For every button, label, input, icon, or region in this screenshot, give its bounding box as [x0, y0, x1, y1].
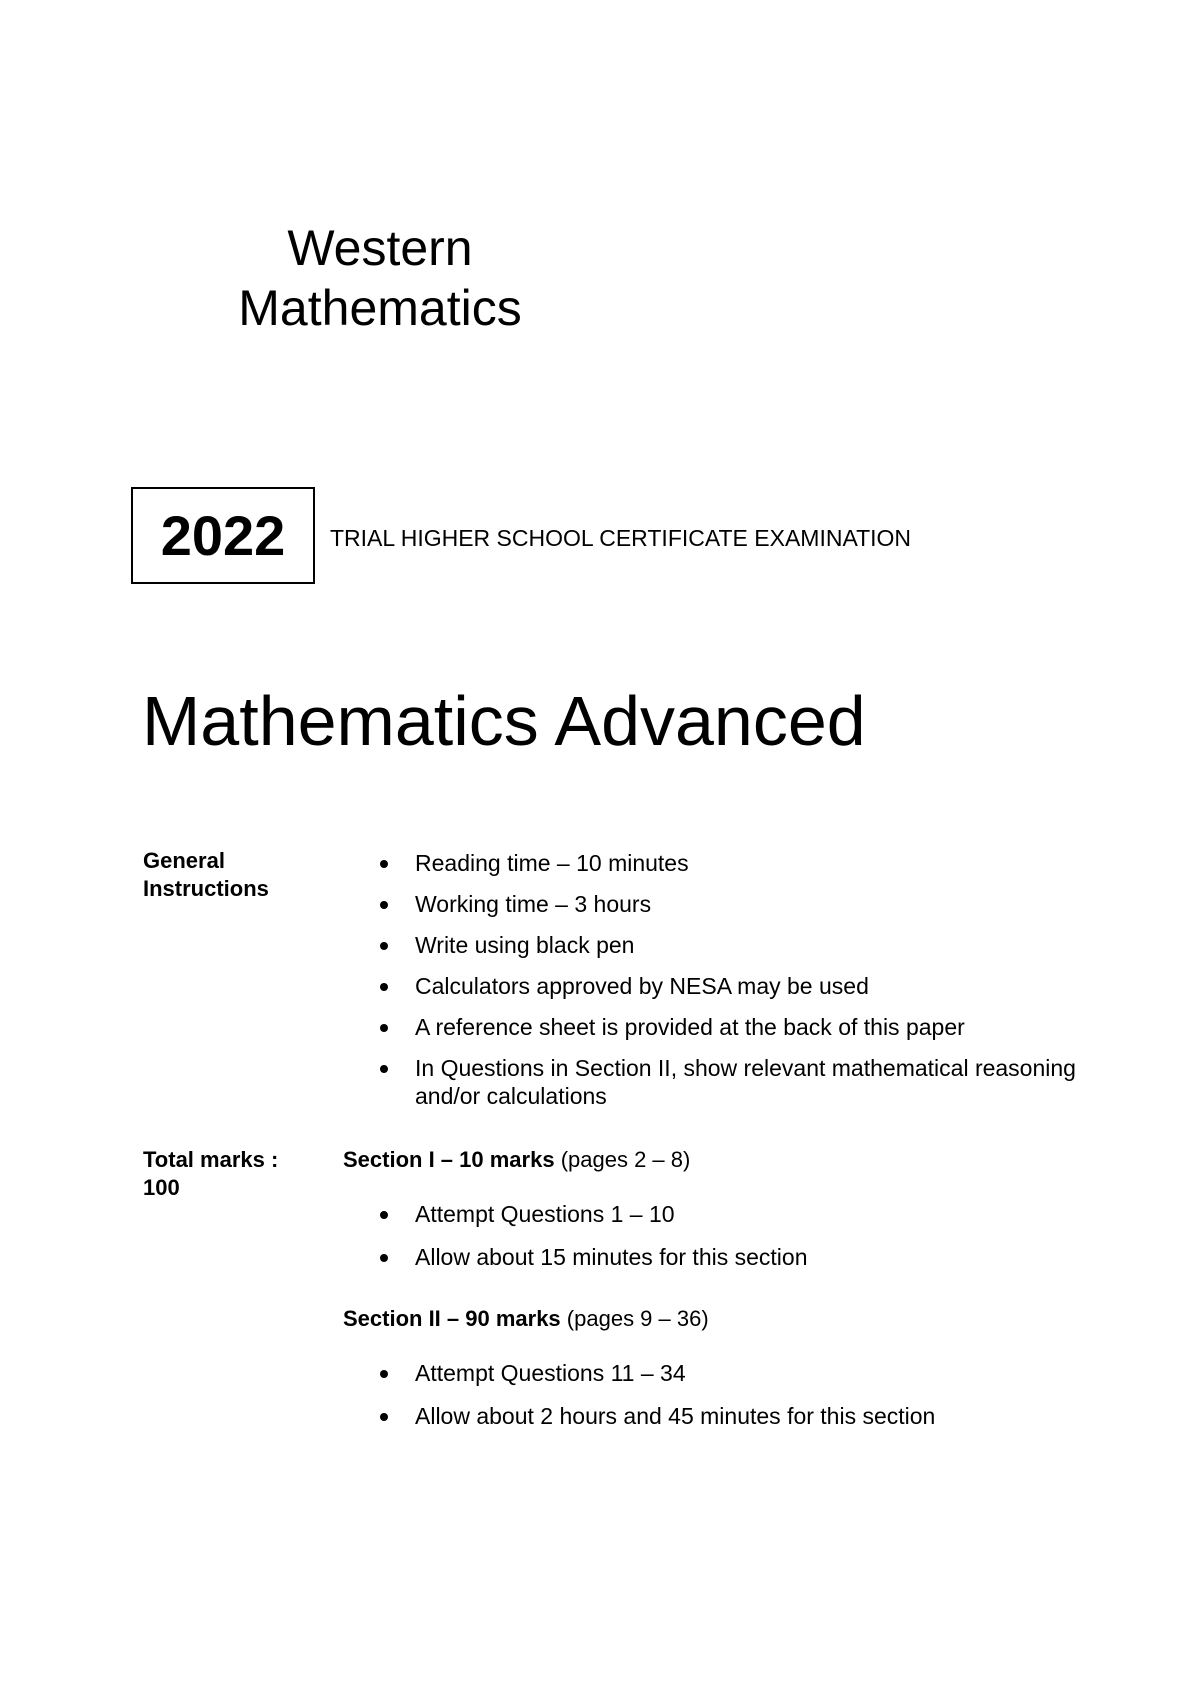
section-1-item-attempt: Attempt Questions 1 – 10: [376, 1200, 1136, 1228]
section-1-pages: (pages 2 – 8): [560, 1147, 691, 1172]
section-1-item-time: Allow about 15 minutes for this section: [376, 1243, 1136, 1271]
instruction-item-calculators: Calculators approved by NESA may be used: [376, 972, 1136, 1000]
general-instructions-label-line1: General: [143, 848, 225, 873]
general-instructions-label: [143, 847, 343, 903]
section-2-pages: (pages 9 – 36): [566, 1306, 709, 1331]
exam-type: TRIAL HIGHER SCHOOL CERTIFICATE EXAMINATION: [330, 525, 912, 551]
section-1-title: Section I – 10 marks: [343, 1147, 555, 1172]
section-1-list: [376, 1200, 1136, 1286]
exam-year: 2022: [160, 504, 286, 567]
section-2-item-attempt: Attempt Questions 11 – 34: [376, 1359, 1136, 1387]
section-2-heading: [343, 1305, 709, 1333]
instruction-item-reading-time: Reading time – 10 minutes: [376, 849, 1136, 877]
section-2-item-time: Allow about 2 hours and 45 minutes for this section: [376, 1402, 1136, 1430]
total-marks-value: 100: [143, 1175, 180, 1200]
section-2-list: [376, 1359, 1136, 1445]
general-instructions-label-line2: Instructions: [143, 876, 269, 901]
subject-title: Mathematics Advanced: [142, 682, 866, 760]
school-name-line2: Mathematics: [238, 280, 522, 336]
school-name: [200, 218, 560, 338]
general-instructions-list: [376, 849, 1136, 1123]
instruction-item-reference-sheet: A reference sheet is provided at the back of this paper: [376, 1013, 1136, 1041]
instruction-item-reasoning: In Questions in Section II, show relevant mathematical reasoning and/or calculations: [376, 1054, 1136, 1110]
total-marks-label-line1: Total marks :: [143, 1147, 279, 1172]
section-1-heading: [343, 1146, 690, 1174]
school-name-line1: Western: [287, 220, 473, 276]
total-marks-label: [143, 1146, 343, 1202]
instruction-item-pen: Write using black pen: [376, 931, 1136, 959]
section-2-title: Section II – 90 marks: [343, 1306, 561, 1331]
exam-year-box: [131, 487, 315, 584]
instruction-item-working-time: Working time – 3 hours: [376, 890, 1136, 918]
